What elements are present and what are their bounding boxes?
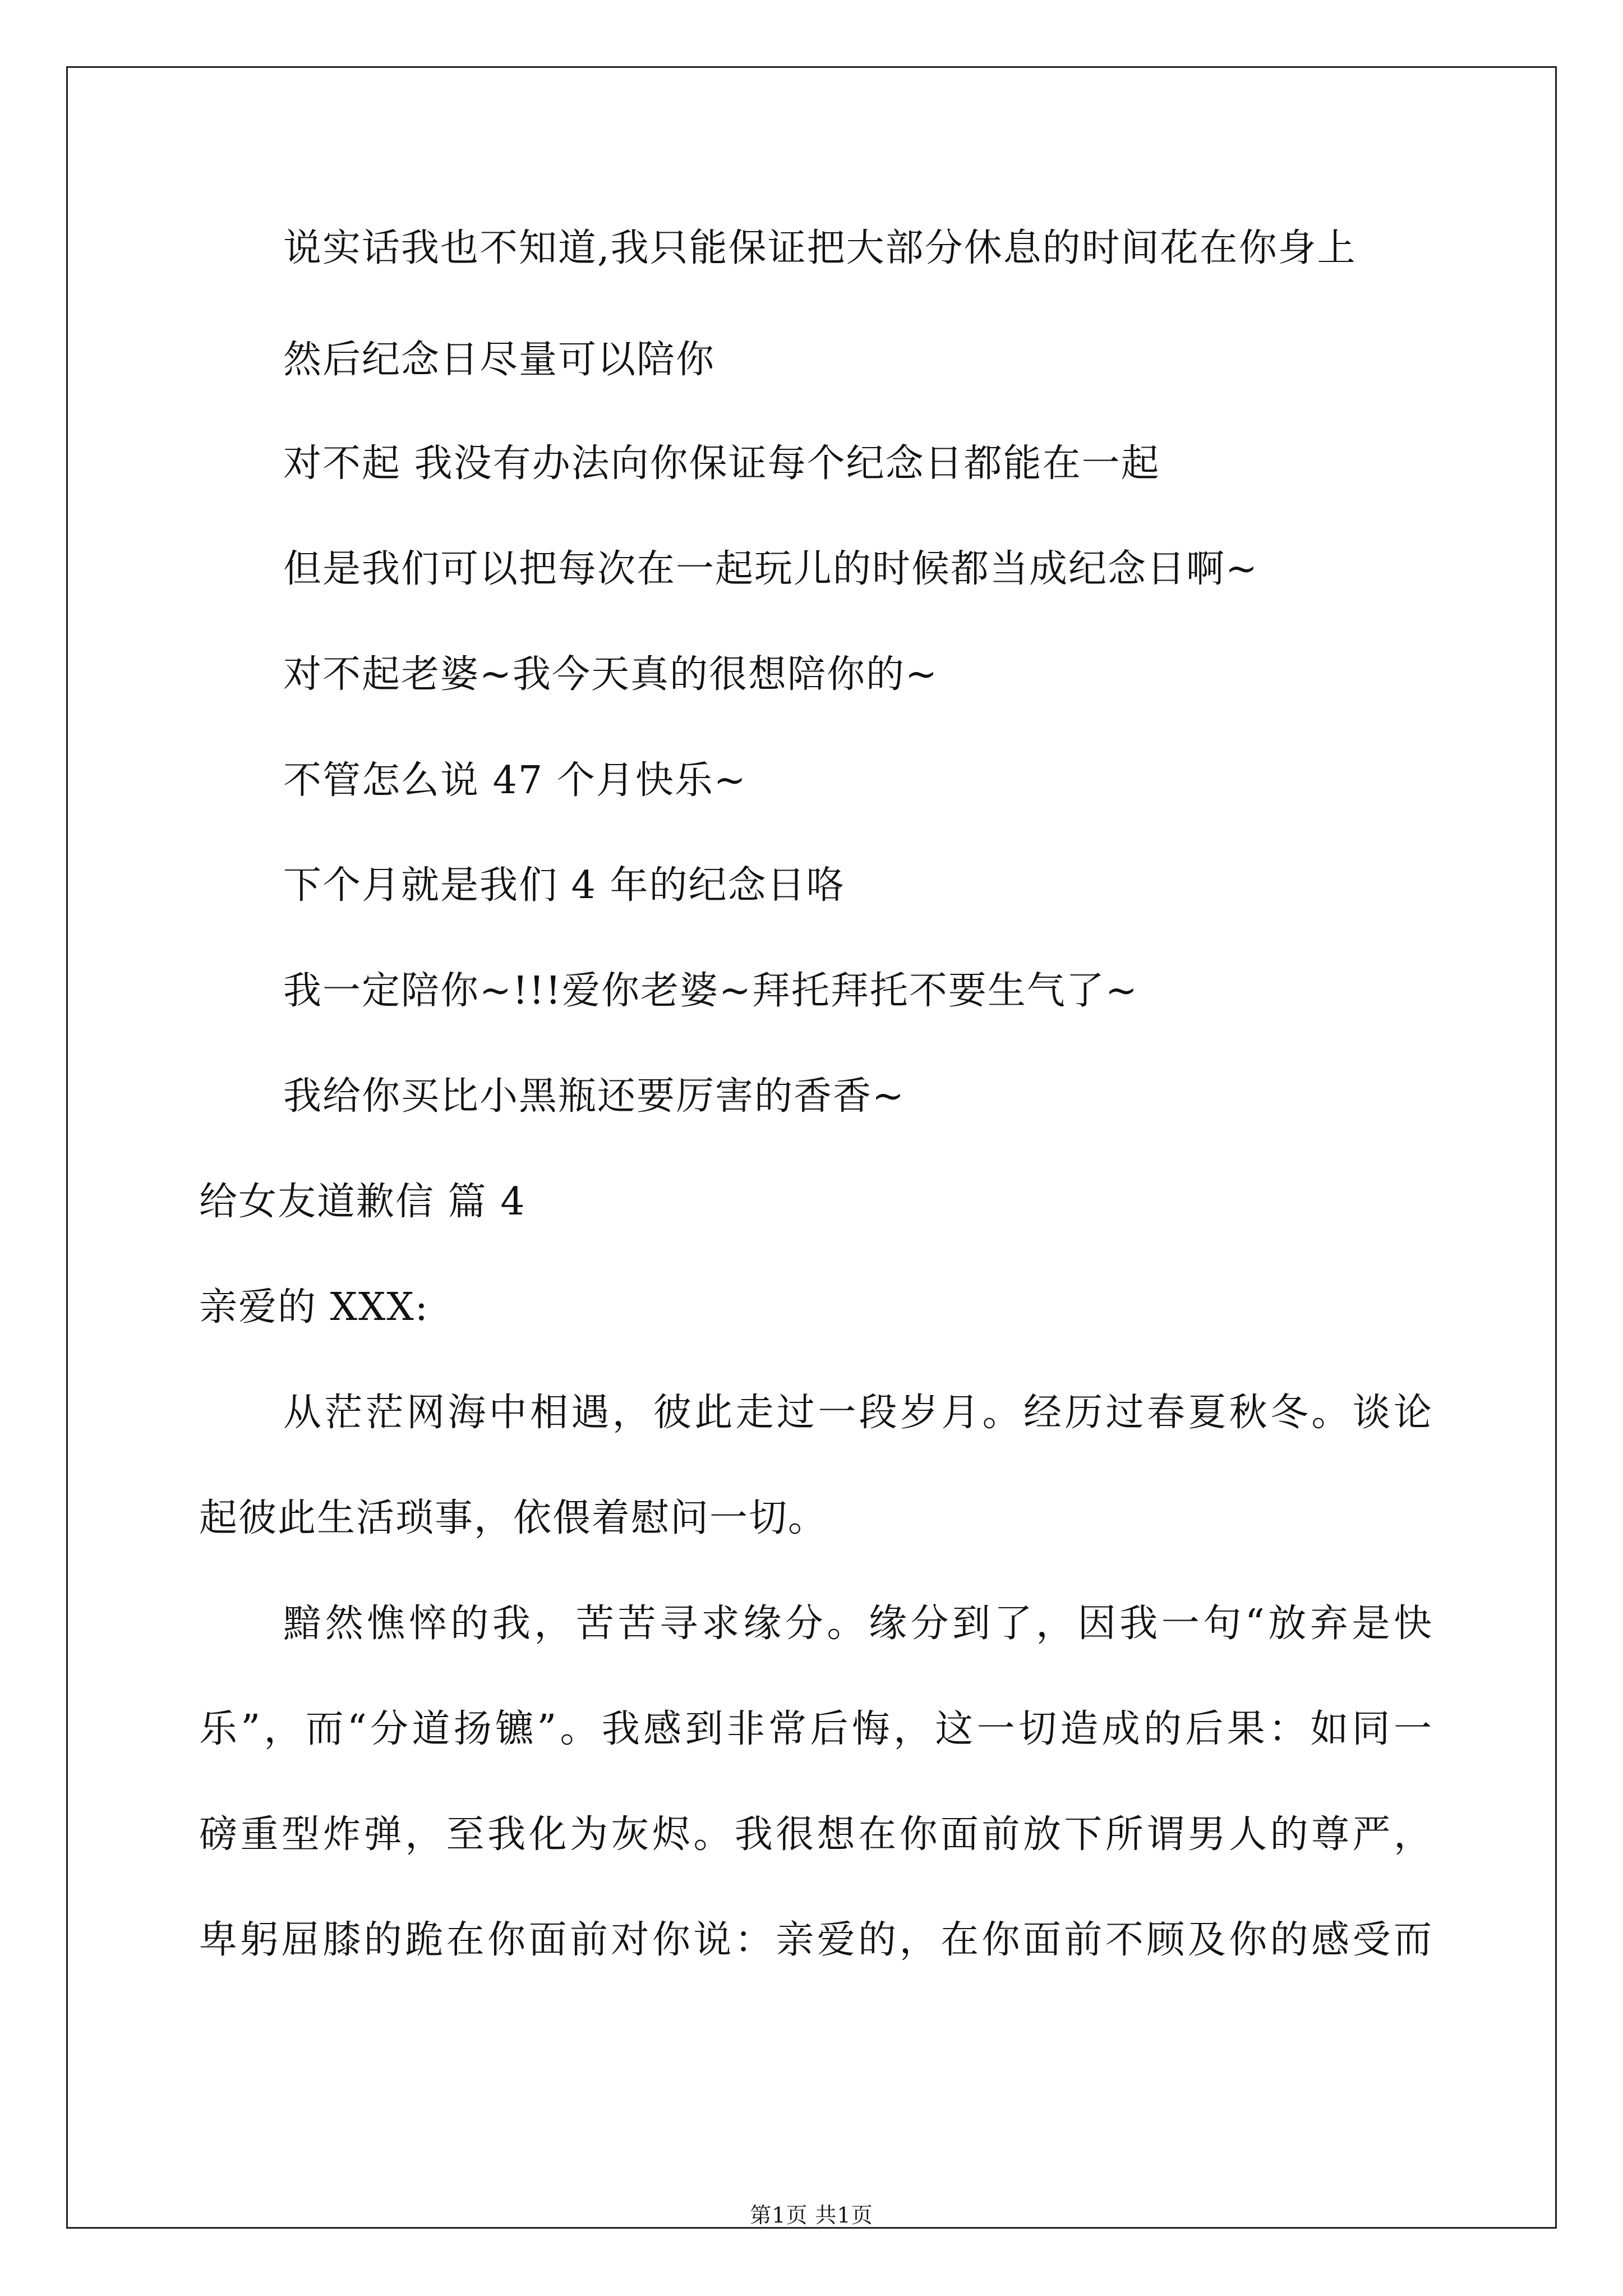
text-line: 然后纪念日尽量可以陪你 (283, 338, 716, 382)
page-footer: 第1页 共1页 (750, 2203, 873, 2228)
paragraph-line: 卑躬屈膝的跪在你面前对你说：亲爱的，在你面前不顾及你的感受而 (199, 1918, 1433, 1962)
text-line: 对不起 我没有办法向你保证每个纪念日都能在一起 (283, 441, 1160, 486)
text-line: 我给你买比小黑瓶还要厉害的香香~ (283, 1074, 905, 1119)
text-line: 说实话我也不知道,我只能保证把大部分休息的时间花在你身上 (283, 226, 1357, 270)
paragraph-line: 乐”，而“分道扬镳”。我感到非常后悔，这一切造成的后果：如同一 (199, 1707, 1433, 1751)
paragraph-line: 起彼此生活琐事，依偎着慰问一切。 (199, 1496, 828, 1540)
text-line: 但是我们可以把每次在一起玩儿的时候都当成纪念日啊~ (283, 547, 1258, 591)
paragraph-line: 磅重型炸弹，至我化为灰烬。我很想在你面前放下所谓男人的尊严， (199, 1812, 1433, 1857)
text-line: 我一定陪你~!!!爱你老婆~拜托拜托不要生气了~ (283, 969, 1138, 1013)
section-title: 给女友道歉信 篇 4 (199, 1180, 526, 1224)
paragraph-line: 从茫茫网海中相遇，彼此走过一段岁月。经历过春夏秋冬。谈论 (283, 1391, 1433, 1435)
text-line: 对不起老婆~我今天真的很想陪你的~ (283, 652, 938, 697)
text-line: 下个月就是我们 4 年的纪念日咯 (283, 863, 846, 908)
paragraph-line: 黯然憔悴的我，苦苦寻求缘分。缘分到了，因我一句“放弃是快 (283, 1602, 1433, 1646)
text-line: 不管怎么说 47 个月快乐~ (283, 758, 747, 803)
page-border (66, 66, 1557, 2229)
salutation: 亲爱的 XXX: (199, 1285, 429, 1329)
